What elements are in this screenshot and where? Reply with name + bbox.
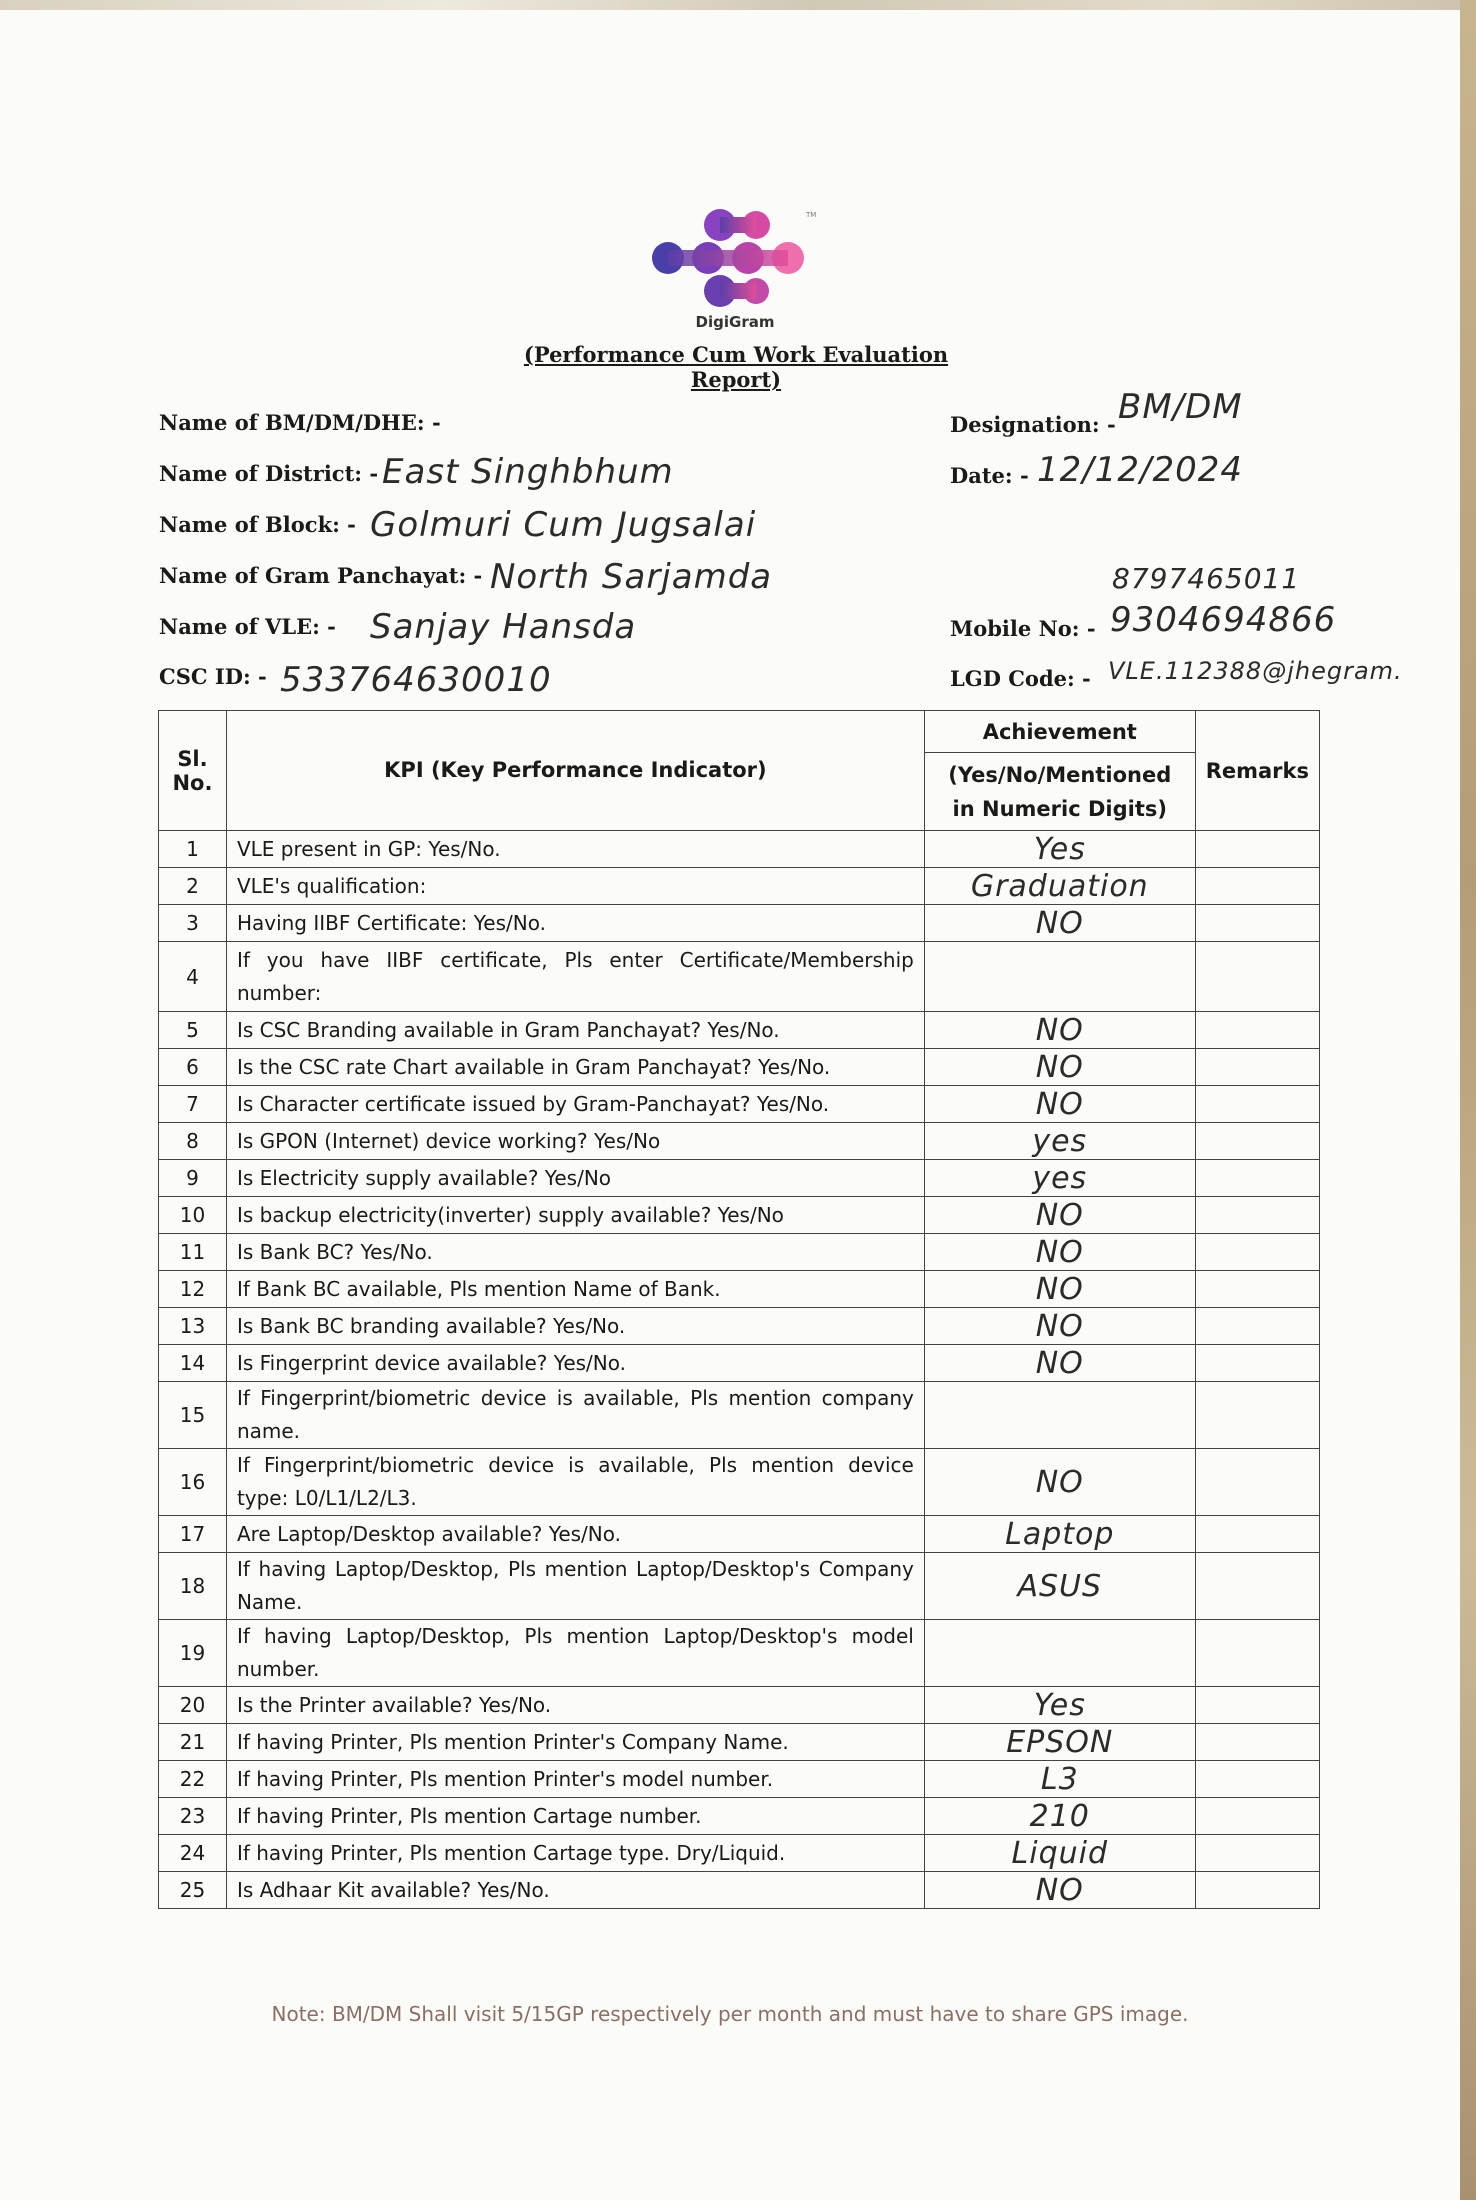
district-label: Name of District: - [159, 461, 379, 486]
gram-panchayat-label: Name of Gram Panchayat: - [159, 563, 483, 588]
row-remarks [1195, 1160, 1319, 1197]
digigram-logo [638, 203, 828, 313]
row-achievement: NO [924, 1086, 1195, 1123]
table-row [159, 1687, 1320, 1724]
row-kpi: Is Electricity supply available? Yes/No [226, 1160, 924, 1197]
row-achievement: NO [924, 1012, 1195, 1049]
row-remarks [1195, 1382, 1319, 1449]
row-kpi: If having Laptop/Desktop, Pls mention Laptop/Desktop's Company Name. [226, 1553, 924, 1620]
row-sl-no: 21 [159, 1724, 227, 1761]
row-remarks [1195, 868, 1319, 905]
table-row [159, 1620, 1320, 1687]
table-row [159, 905, 1320, 942]
row-remarks [1195, 1234, 1319, 1271]
row-achievement: NO [924, 1271, 1195, 1308]
row-achievement: 210 [924, 1798, 1195, 1835]
svg-text:TM: TM [806, 211, 817, 219]
row-remarks [1195, 1086, 1319, 1123]
header-achievement-sub: (Yes/No/Mentioned in Numeric Digits) [924, 753, 1195, 831]
mobile-value-1: 8797465011 [1112, 562, 1301, 595]
row-kpi: Is Character certificate issued by Gram-Panchayat? Yes/No. [226, 1086, 924, 1123]
header-achievement: Achievement [924, 711, 1195, 753]
row-kpi: If Fingerprint/biometric device is available, Pls mention company name. [226, 1382, 924, 1449]
row-sl-no: 11 [159, 1234, 227, 1271]
row-remarks [1195, 1761, 1319, 1798]
row-kpi: Is Adhaar Kit available? Yes/No. [226, 1872, 924, 1909]
row-remarks [1195, 1123, 1319, 1160]
row-sl-no: 20 [159, 1687, 227, 1724]
paper-edge-top [0, 0, 1476, 10]
row-achievement: yes [924, 1160, 1195, 1197]
vle-value: Sanjay Hansda [370, 607, 637, 647]
row-remarks [1195, 1835, 1319, 1872]
table-row [159, 1382, 1320, 1449]
row-kpi: Is the Printer available? Yes/No. [226, 1687, 924, 1724]
table-row [159, 1197, 1320, 1234]
table-row [159, 1553, 1320, 1620]
row-remarks [1195, 1724, 1319, 1761]
row-sl-no: 22 [159, 1761, 227, 1798]
table-row [159, 1160, 1320, 1197]
row-remarks [1195, 1553, 1319, 1620]
row-kpi: VLE present in GP: Yes/No. [226, 831, 924, 868]
table-row [159, 1872, 1320, 1909]
row-achievement: Liquid [924, 1835, 1195, 1872]
row-sl-no: 3 [159, 905, 227, 942]
row-sl-no: 1 [159, 831, 227, 868]
row-sl-no: 4 [159, 942, 227, 1012]
row-achievement: EPSON [924, 1724, 1195, 1761]
row-sl-no: 2 [159, 868, 227, 905]
table-row [159, 1308, 1320, 1345]
row-sl-no: 25 [159, 1872, 227, 1909]
row-kpi: Is GPON (Internet) device working? Yes/No [226, 1123, 924, 1160]
gram-panchayat-value: North Sarjamda [490, 557, 773, 597]
row-achievement: Yes [924, 831, 1195, 868]
mobile-label: Mobile No: - [950, 616, 1096, 641]
table-row [159, 831, 1320, 868]
row-sl-no: 6 [159, 1049, 227, 1086]
table-row [159, 1049, 1320, 1086]
row-remarks [1195, 1345, 1319, 1382]
row-remarks [1195, 1872, 1319, 1909]
row-kpi: If having Printer, Pls mention Cartage number. [226, 1798, 924, 1835]
row-kpi: Is the CSC rate Chart available in Gram Panchayat? Yes/No. [226, 1049, 924, 1086]
row-sl-no: 13 [159, 1308, 227, 1345]
row-achievement: NO [924, 905, 1195, 942]
table-row [159, 1516, 1320, 1553]
header-remarks: Remarks [1195, 711, 1319, 831]
csc-id-label: CSC ID: - [159, 664, 267, 689]
row-achievement: Laptop [924, 1516, 1195, 1553]
row-sl-no: 23 [159, 1798, 227, 1835]
row-achievement: NO [924, 1308, 1195, 1345]
table-row [159, 1234, 1320, 1271]
designation-value: BM/DM [1118, 387, 1243, 427]
kpi-table-body [159, 831, 1320, 1909]
row-achievement [924, 1620, 1195, 1687]
row-sl-no: 7 [159, 1086, 227, 1123]
row-achievement: NO [924, 1449, 1195, 1516]
table-row [159, 1345, 1320, 1382]
row-sl-no: 24 [159, 1835, 227, 1872]
row-achievement: NO [924, 1345, 1195, 1382]
row-kpi: Is Fingerprint device available? Yes/No. [226, 1345, 924, 1382]
row-kpi: If you have IIBF certificate, Pls enter Certificate/Membership number: [226, 942, 924, 1012]
row-sl-no: 10 [159, 1197, 227, 1234]
row-kpi: If Fingerprint/biometric device is available, Pls mention device type: L0/L1/L2/L3. [226, 1449, 924, 1516]
row-kpi: If having Printer, Pls mention Printer's Company Name. [226, 1724, 924, 1761]
row-remarks [1195, 1012, 1319, 1049]
report-title: (Performance Cum Work Evaluation Report) [523, 342, 949, 392]
row-kpi: VLE's qualification: [226, 868, 924, 905]
row-achievement: Graduation [924, 868, 1195, 905]
date-label: Date: - [950, 463, 1029, 488]
row-remarks [1195, 1687, 1319, 1724]
bm-name-label: Name of BM/DM/DHE: - [159, 410, 441, 435]
table-row [159, 868, 1320, 905]
row-sl-no: 16 [159, 1449, 227, 1516]
row-remarks [1195, 1516, 1319, 1553]
footer-note: Note: BM/DM Shall visit 5/15GP respectively per month and must have to share GPS image. [271, 2002, 1189, 2026]
row-remarks [1195, 1197, 1319, 1234]
row-sl-no: 19 [159, 1620, 227, 1687]
row-remarks [1195, 942, 1319, 1012]
row-sl-no: 14 [159, 1345, 227, 1382]
row-achievement: NO [924, 1234, 1195, 1271]
vle-label: Name of VLE: - [159, 614, 336, 639]
row-achievement: ASUS [924, 1553, 1195, 1620]
block-value: Golmuri Cum Jugsalai [370, 505, 757, 545]
table-row [159, 1449, 1320, 1516]
row-kpi: If Bank BC available, Pls mention Name of Bank. [226, 1271, 924, 1308]
table-row [159, 1271, 1320, 1308]
lgd-code-label: LGD Code: - [950, 666, 1091, 691]
paper-edge-right [1460, 0, 1476, 2200]
row-sl-no: 9 [159, 1160, 227, 1197]
row-sl-no: 5 [159, 1012, 227, 1049]
row-achievement: Yes [924, 1687, 1195, 1724]
row-sl-no: 8 [159, 1123, 227, 1160]
table-row [159, 1086, 1320, 1123]
row-remarks [1195, 1798, 1319, 1835]
row-achievement [924, 1382, 1195, 1449]
row-kpi: Is backup electricity(inverter) supply available? Yes/No [226, 1197, 924, 1234]
table-row [159, 1761, 1320, 1798]
row-achievement: NO [924, 1197, 1195, 1234]
row-kpi: Is CSC Branding available in Gram Panchayat? Yes/No. [226, 1012, 924, 1049]
district-value: East Singhbhum [382, 452, 674, 492]
row-sl-no: 15 [159, 1382, 227, 1449]
table-row [159, 1798, 1320, 1835]
csc-id-value: 533764630010 [280, 660, 552, 700]
date-value: 12/12/2024 [1037, 450, 1243, 490]
row-sl-no: 18 [159, 1553, 227, 1620]
row-remarks [1195, 905, 1319, 942]
lgd-code-value: VLE.112388@jhegram. [1108, 657, 1403, 685]
row-achievement [924, 942, 1195, 1012]
table-row [159, 1724, 1320, 1761]
row-achievement: NO [924, 1872, 1195, 1909]
table-row [159, 1835, 1320, 1872]
table-row [159, 1123, 1320, 1160]
row-achievement: L3 [924, 1761, 1195, 1798]
row-achievement: yes [924, 1123, 1195, 1160]
table-row [159, 1012, 1320, 1049]
header-kpi: KPI (Key Performance Indicator) [226, 711, 924, 831]
row-remarks [1195, 1049, 1319, 1086]
row-kpi: Are Laptop/Desktop available? Yes/No. [226, 1516, 924, 1553]
row-sl-no: 12 [159, 1271, 227, 1308]
row-remarks [1195, 1308, 1319, 1345]
row-kpi: Is Bank BC? Yes/No. [226, 1234, 924, 1271]
logo-name: DigiGram [695, 313, 775, 331]
row-remarks [1195, 831, 1319, 868]
row-achievement: NO [924, 1049, 1195, 1086]
table-row [159, 942, 1320, 1012]
row-sl-no: 17 [159, 1516, 227, 1553]
row-kpi: If having Laptop/Desktop, Pls mention Laptop/Desktop's model number. [226, 1620, 924, 1687]
kpi-table [158, 710, 1320, 1909]
header-sl-no: Sl. No. [159, 711, 227, 831]
row-kpi: If having Printer, Pls mention Printer's model number. [226, 1761, 924, 1798]
mobile-value-2: 9304694866 [1110, 600, 1337, 640]
designation-label: Designation: - [950, 412, 1116, 437]
row-kpi: Is Bank BC branding available? Yes/No. [226, 1308, 924, 1345]
row-remarks [1195, 1620, 1319, 1687]
row-kpi: If having Printer, Pls mention Cartage type. Dry/Liquid. [226, 1835, 924, 1872]
row-kpi: Having IIBF Certificate: Yes/No. [226, 905, 924, 942]
row-remarks [1195, 1449, 1319, 1516]
row-remarks [1195, 1271, 1319, 1308]
block-label: Name of Block: - [159, 512, 356, 537]
